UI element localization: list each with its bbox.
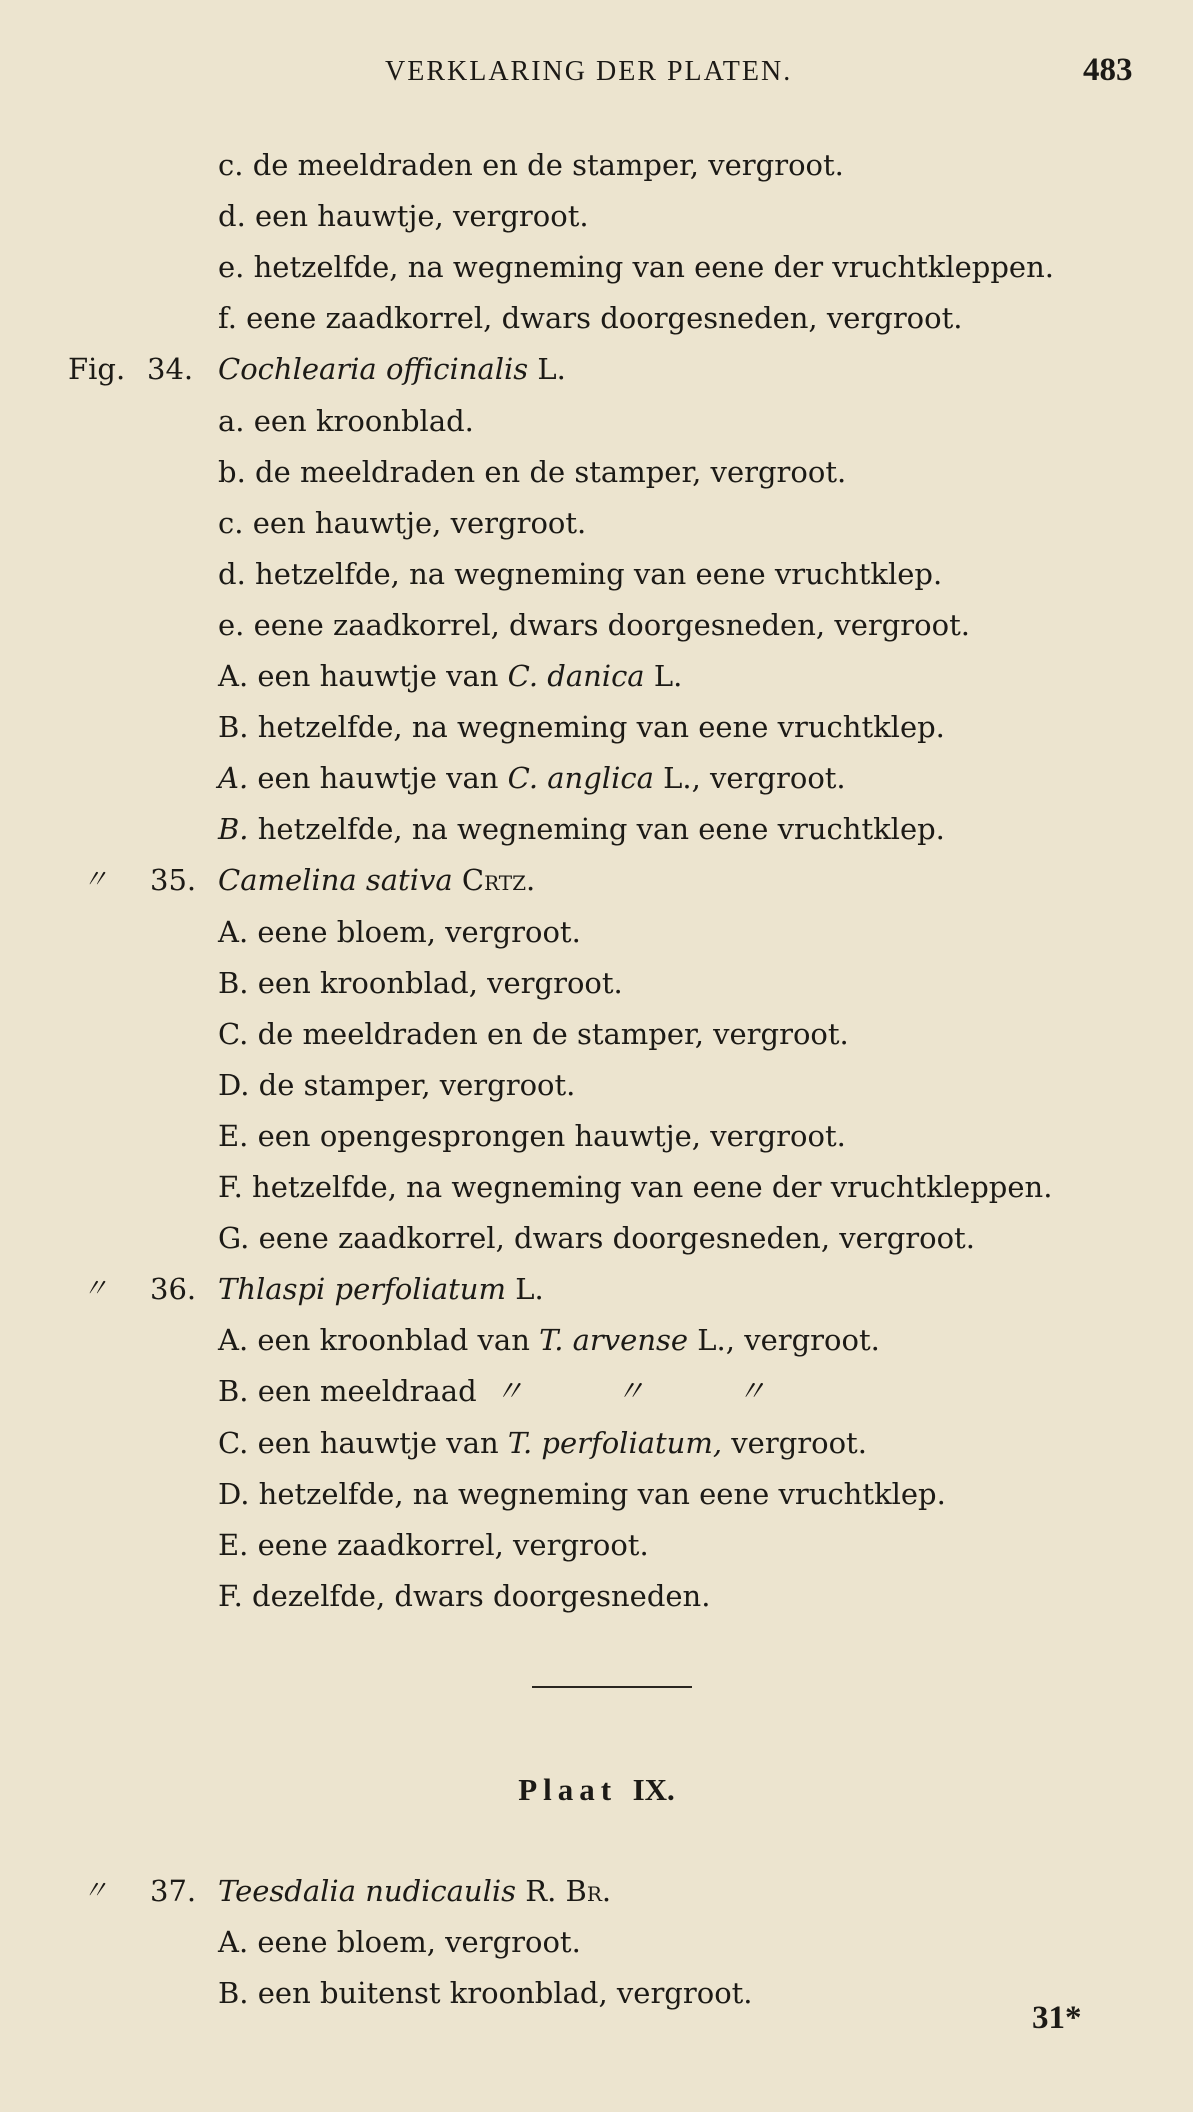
item-text: een meeldraad xyxy=(257,1374,477,1409)
item-species: C. danica xyxy=(507,659,645,693)
item-text-end: L., vergroot. xyxy=(663,761,846,796)
species-name: Camelina sativa xyxy=(218,863,453,898)
item-text: de meeldraden en de stamper, vergroot. xyxy=(255,454,847,489)
item-text: eene zaadkorrel, dwars doorgesneden, vergroot. xyxy=(258,1221,975,1256)
item-content xyxy=(218,549,942,599)
item-letter: B. xyxy=(218,710,249,745)
item-species: T. arvense xyxy=(539,1323,689,1358)
item-letter: A. xyxy=(218,914,249,949)
item-letter: f. xyxy=(218,301,237,336)
section-divider xyxy=(532,1686,692,1688)
list-item xyxy=(0,651,1193,701)
item-content xyxy=(218,1315,880,1365)
list-item xyxy=(0,1366,1193,1416)
item-letter: E. xyxy=(218,1118,249,1153)
item-letter: B. xyxy=(218,1374,249,1409)
list-item xyxy=(0,242,1193,292)
item-text-end: L. xyxy=(653,659,683,693)
item-letter: B. xyxy=(218,812,249,847)
list-item xyxy=(0,396,1193,446)
species-heading xyxy=(218,855,535,905)
item-content xyxy=(218,140,844,190)
item-text: een opengesprongen hauwtje, vergroot. xyxy=(257,1118,846,1153)
item-text: een kroonblad van xyxy=(257,1323,530,1358)
list-item xyxy=(0,958,1193,1008)
plate-numeral: IX. xyxy=(632,1772,675,1807)
species-heading xyxy=(218,1866,611,1916)
item-letter: a. xyxy=(218,403,245,438)
item-letter: e. xyxy=(218,607,245,642)
item-text: een hauwtje van xyxy=(257,1425,499,1460)
item-content xyxy=(218,498,586,548)
species-author: L. xyxy=(537,352,566,387)
item-species: C. anglica xyxy=(507,761,654,796)
plate-heading xyxy=(0,1772,1193,1808)
list-item xyxy=(0,702,1193,752)
figure-number: 36. xyxy=(150,1272,197,1307)
plate-label: Plaat xyxy=(518,1772,618,1807)
item-text: hetzelfde, na wegneming van eene vruchtklep. xyxy=(257,710,945,745)
item-text: een hauwtje, vergroot. xyxy=(255,199,589,234)
item-content xyxy=(218,1213,975,1263)
ditto-mark: 〃 xyxy=(82,865,109,896)
item-text: hetzelfde, na wegneming van eene der vruchtkleppen. xyxy=(253,250,1054,285)
figure-number: 37. xyxy=(150,1874,197,1908)
figure-number: 35. xyxy=(150,863,197,898)
ditto-mark: 〃 xyxy=(82,1274,109,1305)
list-item xyxy=(0,191,1193,241)
list-item xyxy=(0,293,1193,343)
list-item xyxy=(0,549,1193,599)
list-item xyxy=(0,1060,1193,1110)
species-author: R. Br. xyxy=(525,1874,612,1908)
item-content xyxy=(218,396,474,446)
item-letter: e. xyxy=(218,250,245,285)
item-content xyxy=(218,242,1054,292)
item-text: hetzelfde, na wegneming van eene vruchtklep. xyxy=(257,812,945,847)
list-item xyxy=(0,1418,1193,1468)
item-text: de meeldraden en de stamper, vergroot. xyxy=(257,1016,849,1051)
item-content xyxy=(218,958,623,1008)
figure-number: 34. xyxy=(147,352,194,387)
item-text: dezelfde, dwars doorgesneden. xyxy=(252,1578,711,1613)
species-name: Teesdalia nudicaulis xyxy=(218,1874,517,1908)
item-content xyxy=(218,753,846,803)
list-item xyxy=(0,1111,1193,1161)
figure-entry xyxy=(0,1264,1193,1314)
list-item xyxy=(0,1469,1193,1519)
item-content xyxy=(218,1571,710,1621)
item-content xyxy=(218,804,945,854)
list-item xyxy=(0,1009,1193,1059)
item-content xyxy=(218,600,970,650)
item-letter: B. xyxy=(218,1976,249,2010)
item-text: eene bloem, vergroot. xyxy=(257,1925,581,1959)
item-content xyxy=(218,907,581,957)
item-letter: A. xyxy=(218,761,249,796)
list-item xyxy=(0,1520,1193,1570)
list-item xyxy=(0,600,1193,650)
species-heading xyxy=(218,1264,544,1314)
item-content xyxy=(218,1162,1052,1212)
item-content xyxy=(218,191,589,241)
item-text: een kroonblad, vergroot. xyxy=(257,965,623,1000)
running-header: VERKLARING DER PLATEN. xyxy=(385,56,793,87)
species-author: L. xyxy=(515,1272,544,1307)
item-text: een hauwtje, vergroot. xyxy=(252,505,587,540)
item-content xyxy=(218,651,682,701)
item-letter: D. xyxy=(218,1476,250,1511)
item-letter: E. xyxy=(218,1527,249,1562)
item-text: eene zaadkorrel, vergroot. xyxy=(257,1527,649,1562)
item-text: hetzelfde, na wegneming van eene vruchtklep. xyxy=(255,556,943,591)
item-letter: b. xyxy=(218,454,246,489)
item-text: een hauwtje van xyxy=(257,659,499,693)
item-letter: F. xyxy=(218,1578,243,1613)
item-text: hetzelfde, na wegneming van eene vruchtklep. xyxy=(258,1476,946,1511)
item-letter: D. xyxy=(218,1067,250,1102)
item-text: hetzelfde, na wegneming van eene der vruchtkleppen. xyxy=(252,1170,1053,1204)
figure-entry xyxy=(0,1866,1193,1916)
figure-entry xyxy=(0,855,1193,905)
ditto-mark: 〃 xyxy=(82,1876,109,1906)
item-content xyxy=(218,293,962,343)
species-heading xyxy=(218,344,566,394)
species-author: Crtz. xyxy=(461,863,536,898)
item-content xyxy=(218,1111,846,1161)
item-text: een buitenst kroonblad, vergroot. xyxy=(257,1976,753,2010)
figure-label: Fig. xyxy=(68,352,126,387)
page-number: 483 xyxy=(1083,52,1133,88)
list-item xyxy=(0,1968,1193,2018)
item-letter: c. xyxy=(218,505,244,540)
list-item xyxy=(0,140,1193,190)
figure-entry xyxy=(0,344,1193,394)
item-text: een hauwtje van xyxy=(257,761,499,796)
item-text: de stamper, vergroot. xyxy=(258,1067,576,1102)
ditto-marks: 〃 〃 〃 xyxy=(494,1374,767,1409)
item-content xyxy=(218,1060,575,1110)
item-content xyxy=(218,1520,649,1570)
item-letter: G. xyxy=(218,1221,250,1256)
list-item xyxy=(0,1315,1193,1365)
item-text: eene zaadkorrel, dwars doorgesneden, vergroot. xyxy=(253,607,970,642)
list-item xyxy=(0,753,1193,803)
item-content xyxy=(218,1968,753,2018)
species-name: Thlaspi perfoliatum xyxy=(218,1272,506,1307)
list-item xyxy=(0,1162,1193,1212)
item-text: de meeldraden en de stamper, vergroot. xyxy=(252,148,844,182)
item-letter: A. xyxy=(218,1323,249,1358)
item-letter: d. xyxy=(218,199,246,234)
item-content xyxy=(218,447,846,497)
list-item xyxy=(0,1917,1193,1967)
item-letter: A. xyxy=(218,1925,249,1959)
item-letter: C. xyxy=(218,1016,249,1051)
item-text-end: L., vergroot. xyxy=(697,1323,880,1358)
item-content xyxy=(218,1469,946,1519)
item-text-end: vergroot. xyxy=(731,1425,867,1460)
item-text: eene bloem, vergroot. xyxy=(257,914,581,949)
list-item xyxy=(0,447,1193,497)
item-text: eene zaadkorrel, dwars doorgesneden, vergroot. xyxy=(246,301,963,336)
list-item xyxy=(0,1213,1193,1263)
item-content xyxy=(218,1418,867,1468)
item-species: T. perfoliatum, xyxy=(507,1425,723,1460)
item-letter: B. xyxy=(218,965,249,1000)
list-item xyxy=(0,1571,1193,1621)
item-letter: F. xyxy=(218,1170,243,1204)
item-content xyxy=(218,702,945,752)
item-content xyxy=(218,1366,766,1416)
item-letter: A. xyxy=(218,659,249,693)
list-item xyxy=(0,907,1193,957)
signature-mark: 31* xyxy=(1032,2000,1082,2036)
species-name: Cochlearia officinalis xyxy=(218,352,529,387)
item-content xyxy=(218,1917,581,1967)
item-content xyxy=(218,1009,849,1059)
item-letter: C. xyxy=(218,1425,249,1460)
item-letter: d. xyxy=(218,556,246,591)
list-item xyxy=(0,498,1193,548)
item-letter: c. xyxy=(218,148,244,182)
item-text: een kroonblad. xyxy=(253,403,474,438)
list-item xyxy=(0,804,1193,854)
